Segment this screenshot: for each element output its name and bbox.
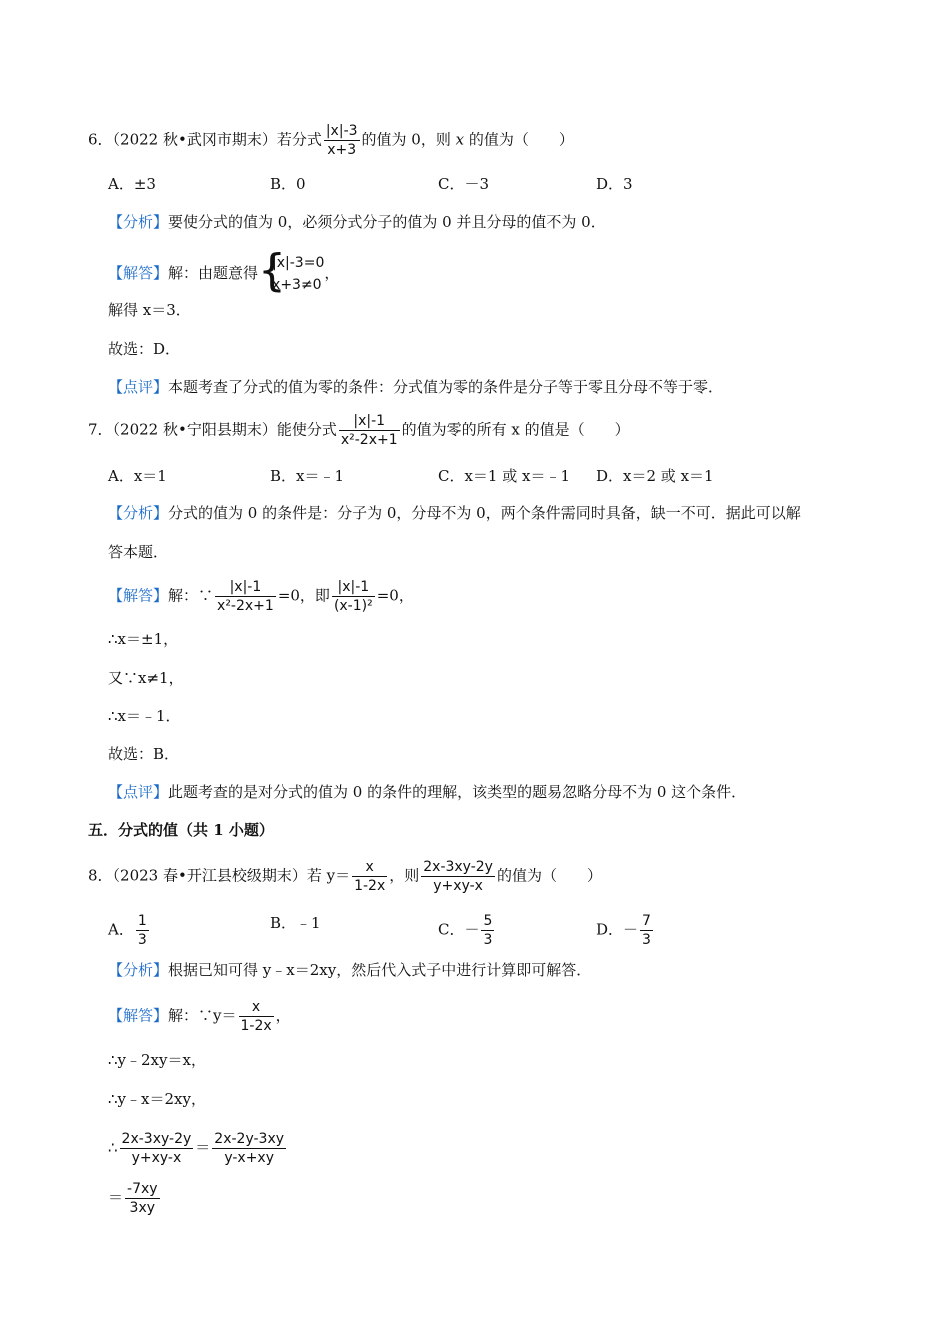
- q8-option-c-numerator: 5: [483, 913, 493, 929]
- q8-step-3-numerator-1: 2x-3xy-2y: [121, 1131, 192, 1147]
- q8-step-4-denominator: 3xy: [129, 1200, 156, 1216]
- q7-options: [108, 465, 868, 505]
- q7-stem: [88, 412, 630, 449]
- q6-stem-suffix: 的值为（ ）: [464, 130, 574, 149]
- q8-option-a-fraction: [136, 912, 149, 949]
- q8-option-d-fraction: [640, 912, 653, 949]
- q6-answer-suffix: ，: [324, 264, 340, 282]
- q6-answer-prefix: 解：由题意得: [168, 264, 259, 282]
- q8-option-a: [108, 912, 151, 949]
- q7-answer-fraction-1: [215, 578, 276, 615]
- q7-option-c: C．x＝1 或 x＝﹣1: [438, 467, 571, 485]
- q8-step-2: ∴y﹣x＝2xy，: [108, 1090, 206, 1108]
- q8-step-4: [108, 1180, 162, 1217]
- q8-step-4-numerator: -7xy: [127, 1181, 158, 1197]
- q6-option-d: D．3: [596, 175, 633, 193]
- q6-option-c: C．－3: [438, 175, 490, 193]
- q8-stem-prefix: 8．（2023 春•开江县校级期末）若 y＝: [88, 866, 351, 885]
- q8-option-c-label: C．－: [438, 920, 480, 939]
- q6-comment-tag: 【点评】: [108, 378, 169, 396]
- therefore-symbol: ∴: [108, 1138, 118, 1157]
- q7-answer: [108, 578, 414, 615]
- q8-option-c-denominator: 3: [483, 932, 493, 948]
- q6-options: [108, 173, 868, 213]
- q7-answer-fraction-2: [332, 578, 375, 615]
- q8-stem-suffix: 的值为（ ）: [496, 866, 602, 885]
- q7-option-d: D．x＝2 或 x＝1: [596, 467, 714, 485]
- q6-answer-tag: 【解答】: [108, 264, 169, 282]
- q8-stem: [88, 858, 602, 895]
- q6-stem: [88, 122, 574, 159]
- q6-fraction: [324, 122, 360, 159]
- q7-analysis-text-1: 分式的值为 0 的条件是：分子为 0，分母不为 0，两个条件需同时具备，缺一不可．据此可以解: [168, 504, 801, 522]
- q7-answer-fraction-2-denominator: (x-1)²: [333, 598, 373, 614]
- q8-given-fraction: [352, 858, 387, 895]
- q7-answer-fraction-1-denominator: x²-2x+1: [217, 598, 274, 614]
- q8-step-1: ∴y﹣2xy＝x，: [108, 1051, 206, 1069]
- q8-option-d-label: D．－: [596, 920, 639, 939]
- q6-comment: [108, 376, 723, 398]
- q7-step-2: 又∵x≠1，: [108, 669, 184, 687]
- q8-answer-numerator: x: [239, 998, 274, 1017]
- q7-stem-suffix: 的值为零的所有 x 的值是（ ）: [401, 420, 630, 439]
- q8-option-c: [438, 912, 496, 949]
- q7-comment: [108, 781, 746, 803]
- q6-solution-line: 解得 x＝3．: [108, 301, 191, 319]
- q8-step-3-denominator-2: y-x+xy: [224, 1150, 274, 1166]
- q6-analysis-text: 要使分式的值为 0，必须分式分子的值为 0 并且分母的值不为 0．: [168, 213, 606, 231]
- q7-step-1: ∴x＝±1，: [108, 630, 179, 648]
- q7-step-3: ∴x＝﹣1．: [108, 707, 181, 725]
- q7-option-a: A．x＝1: [108, 467, 167, 485]
- q8-answer-fraction: [239, 998, 274, 1035]
- q6-variable: x: [455, 130, 465, 149]
- q6-system-row-2: x+3≠0: [272, 277, 322, 293]
- q8-analysis-tag: 【分析】: [108, 961, 169, 979]
- q8-option-b: B．﹣1: [270, 914, 321, 932]
- section-heading: 五．分式的值（共 1 小题）: [88, 821, 274, 839]
- q6-analysis-tag: 【分析】: [108, 213, 169, 231]
- q8-option-a-numerator: 1: [137, 913, 147, 929]
- q6-choice-line: 故选：D．: [108, 340, 181, 358]
- q7-answer-tag: 【解答】: [108, 586, 169, 605]
- q7-analysis-line-2: 答本题．: [108, 543, 169, 561]
- q8-target-fraction: [421, 858, 495, 895]
- q6-stem-middle: 的值为 0，则: [361, 130, 456, 149]
- q7-fraction: [339, 412, 400, 449]
- q8-target-denominator: y+xy-x: [433, 878, 483, 894]
- q8-option-a-label: A．: [108, 920, 134, 939]
- q8-step-3: [108, 1130, 288, 1167]
- q8-given-numerator: x: [352, 858, 387, 877]
- q7-analysis-tag: 【分析】: [108, 504, 169, 522]
- q7-analysis-line-1: [108, 502, 801, 524]
- q8-option-d: [596, 912, 655, 949]
- q7-fraction-numerator: |x|-1: [339, 412, 400, 431]
- q7-fraction-denominator: x²-2x+1: [340, 432, 398, 448]
- q6-equation-system: [258, 245, 325, 296]
- q7-answer-fraction-1-numerator: |x|-1: [215, 578, 276, 597]
- q8-answer-tag: 【解答】: [108, 1006, 169, 1025]
- q6-analysis: [108, 211, 606, 233]
- q6-stem-prefix: 6．（2022 秋•武冈市期末）若分式: [88, 130, 322, 149]
- q8-step-4-equals: ＝: [108, 1188, 124, 1207]
- q8-step-3-equals: ＝: [195, 1138, 211, 1157]
- q8-stem-middle: ，则: [389, 866, 420, 885]
- q8-analysis-text: 根据已知可得 y﹣x＝2xy，然后代入式子中进行计算即可解答．: [168, 961, 592, 979]
- q6-option-a: A．±3: [108, 175, 156, 193]
- q6-fraction-denominator: x+3: [327, 142, 357, 158]
- q8-target-numerator: 2x-3xy-2y: [423, 859, 493, 875]
- q8-step-3-fraction-1: [120, 1130, 194, 1167]
- q6-answer: [108, 245, 340, 296]
- q7-answer-equals: =0，即: [277, 586, 330, 605]
- q8-given-denominator: 1-2x: [354, 878, 386, 894]
- q7-option-b: B．x＝﹣1: [270, 467, 345, 485]
- q8-answer-suffix: ，: [275, 1006, 291, 1025]
- q6-system-row-1: |x|-3=0: [272, 255, 325, 271]
- q7-answer-fraction-2-numerator: |x|-1: [332, 578, 375, 597]
- q8-option-d-denominator: 3: [642, 932, 651, 948]
- q8-step-3-denominator-1: y+xy-x: [131, 1150, 182, 1166]
- q8-options: [108, 912, 868, 952]
- q7-answer-equals-2: =0，: [376, 586, 414, 605]
- q8-step-3-fraction-2: [212, 1130, 286, 1167]
- q7-comment-tag: 【点评】: [108, 783, 169, 801]
- q8-step-4-fraction: [125, 1180, 160, 1217]
- q8-option-d-numerator: 7: [642, 913, 651, 929]
- q8-step-3-numerator-2: 2x-2y-3xy: [214, 1131, 285, 1147]
- q6-fraction-numerator: |x|-3: [325, 123, 358, 139]
- q7-answer-prefix: 解：∵: [168, 586, 214, 605]
- q7-comment-text: 此题考查的是对分式的值为 0 的条件的理解，该类型的题易忽略分母不为 0 这个条件．: [168, 783, 747, 801]
- q8-answer-denominator: 1-2x: [240, 1018, 272, 1034]
- q8-analysis: [108, 959, 591, 981]
- q7-stem-prefix: 7．（2022 秋•宁阳县期末）能使分式: [88, 420, 337, 439]
- q8-answer: [108, 998, 291, 1035]
- q6-comment-text: 本题考查了分式的值为零的条件：分式值为零的条件是分子等于零且分母不等于零．: [168, 378, 724, 396]
- q8-answer-prefix: 解：∵y＝: [168, 1006, 237, 1025]
- q8-option-a-denominator: 3: [137, 932, 147, 948]
- q8-option-c-fraction: [481, 912, 494, 949]
- left-brace-icon: {: [258, 245, 287, 296]
- q6-option-b: B．0: [270, 175, 306, 193]
- q7-choice-line: 故选：B．: [108, 745, 180, 763]
